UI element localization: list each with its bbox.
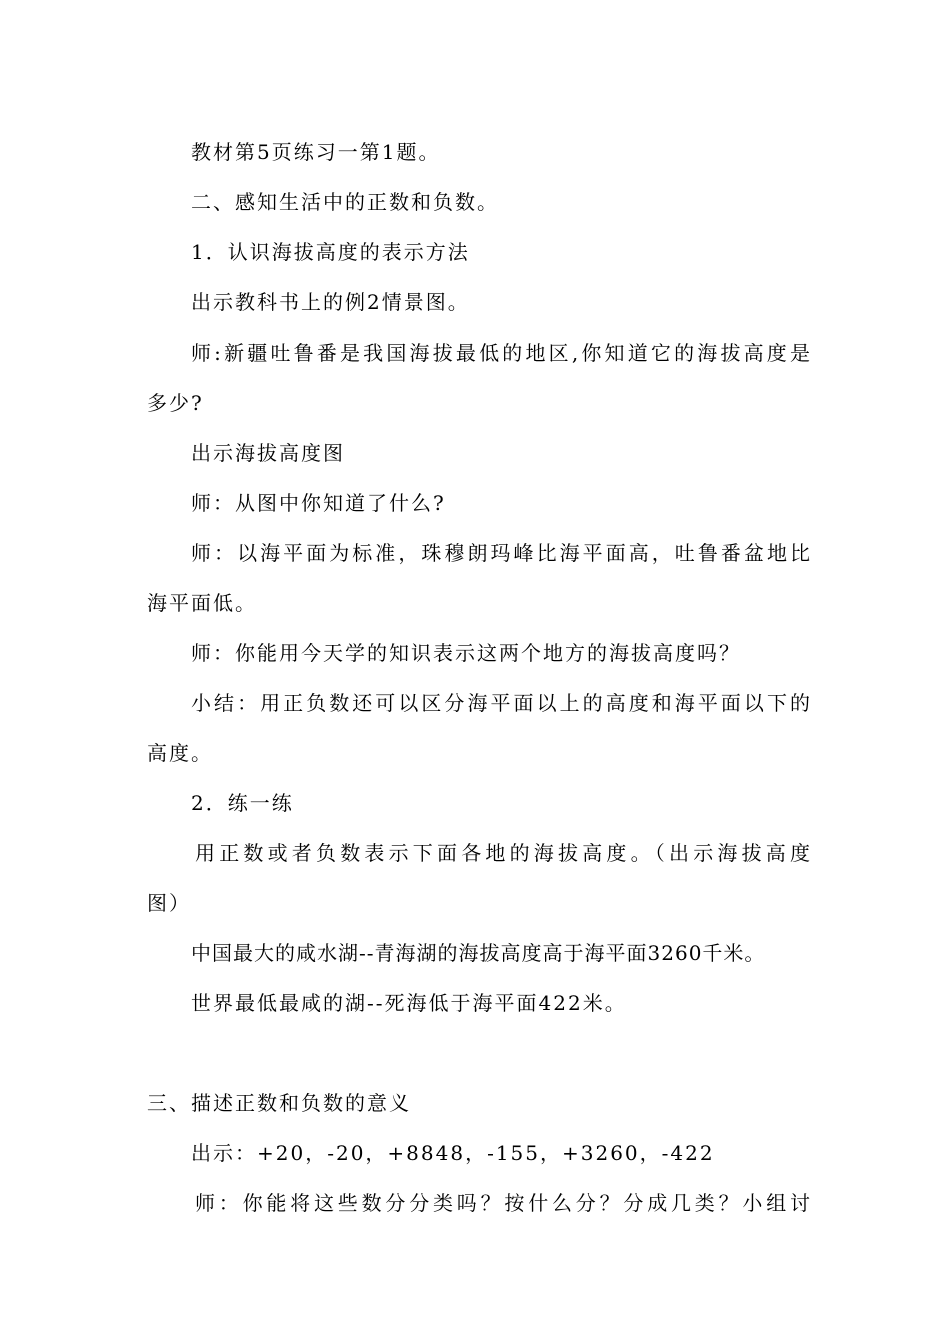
paragraph-line: 海平面低。 xyxy=(147,591,257,615)
paragraph-line: 师:新疆吐鲁番是我国海拔最低的地区,你知道它的海拔高度是 xyxy=(191,341,812,365)
paragraph-line: 用正数或者负数表示下面各地的海拔高度。（出示海拔高度 xyxy=(195,841,812,865)
paragraph-line: 出示：+20，-20，+8848，-155，+3260，-422 xyxy=(191,1141,715,1165)
paragraph-line: 世界最低最咸的湖--死海低于海平面422米。 xyxy=(191,991,627,1015)
paragraph-line: 图） xyxy=(147,891,191,915)
paragraph-line: 师：从图中你知道了什么? xyxy=(191,491,446,515)
paragraph-line: 出示教科书上的例2情景图。 xyxy=(191,290,470,314)
paragraph-line: 师：以海平面为标准，珠穆朗玛峰比海平面高，吐鲁番盆地比 xyxy=(191,541,812,565)
subsection-heading: 2．练一练 xyxy=(191,791,294,815)
paragraph-line: 出示海拔高度图 xyxy=(191,441,345,465)
paragraph-line: 师：你能用今天学的知识表示这两个地方的海拔高度吗？ xyxy=(191,641,741,665)
paragraph-line: 高度。 xyxy=(147,741,213,765)
paragraph-line: 中国最大的咸水湖--青海湖的海拔高度高于海平面3260千米。 xyxy=(191,941,766,965)
paragraph-line: 教材第5页练习一第1题。 xyxy=(191,140,441,164)
paragraph-line: 师：你能将这些数分分类吗？按什么分？分成几类？小组讨 xyxy=(195,1191,812,1215)
paragraph-line: 多少? xyxy=(147,391,204,415)
section-heading: 二、感知生活中的正数和负数。 xyxy=(191,190,499,214)
paragraph-line: 小结：用正负数还可以区分海平面以上的高度和海平面以下的 xyxy=(191,691,812,715)
section-heading: 三、描述正数和负数的意义 xyxy=(147,1091,411,1115)
subsection-heading: 1．认识海拔高度的表示方法 xyxy=(191,240,470,264)
